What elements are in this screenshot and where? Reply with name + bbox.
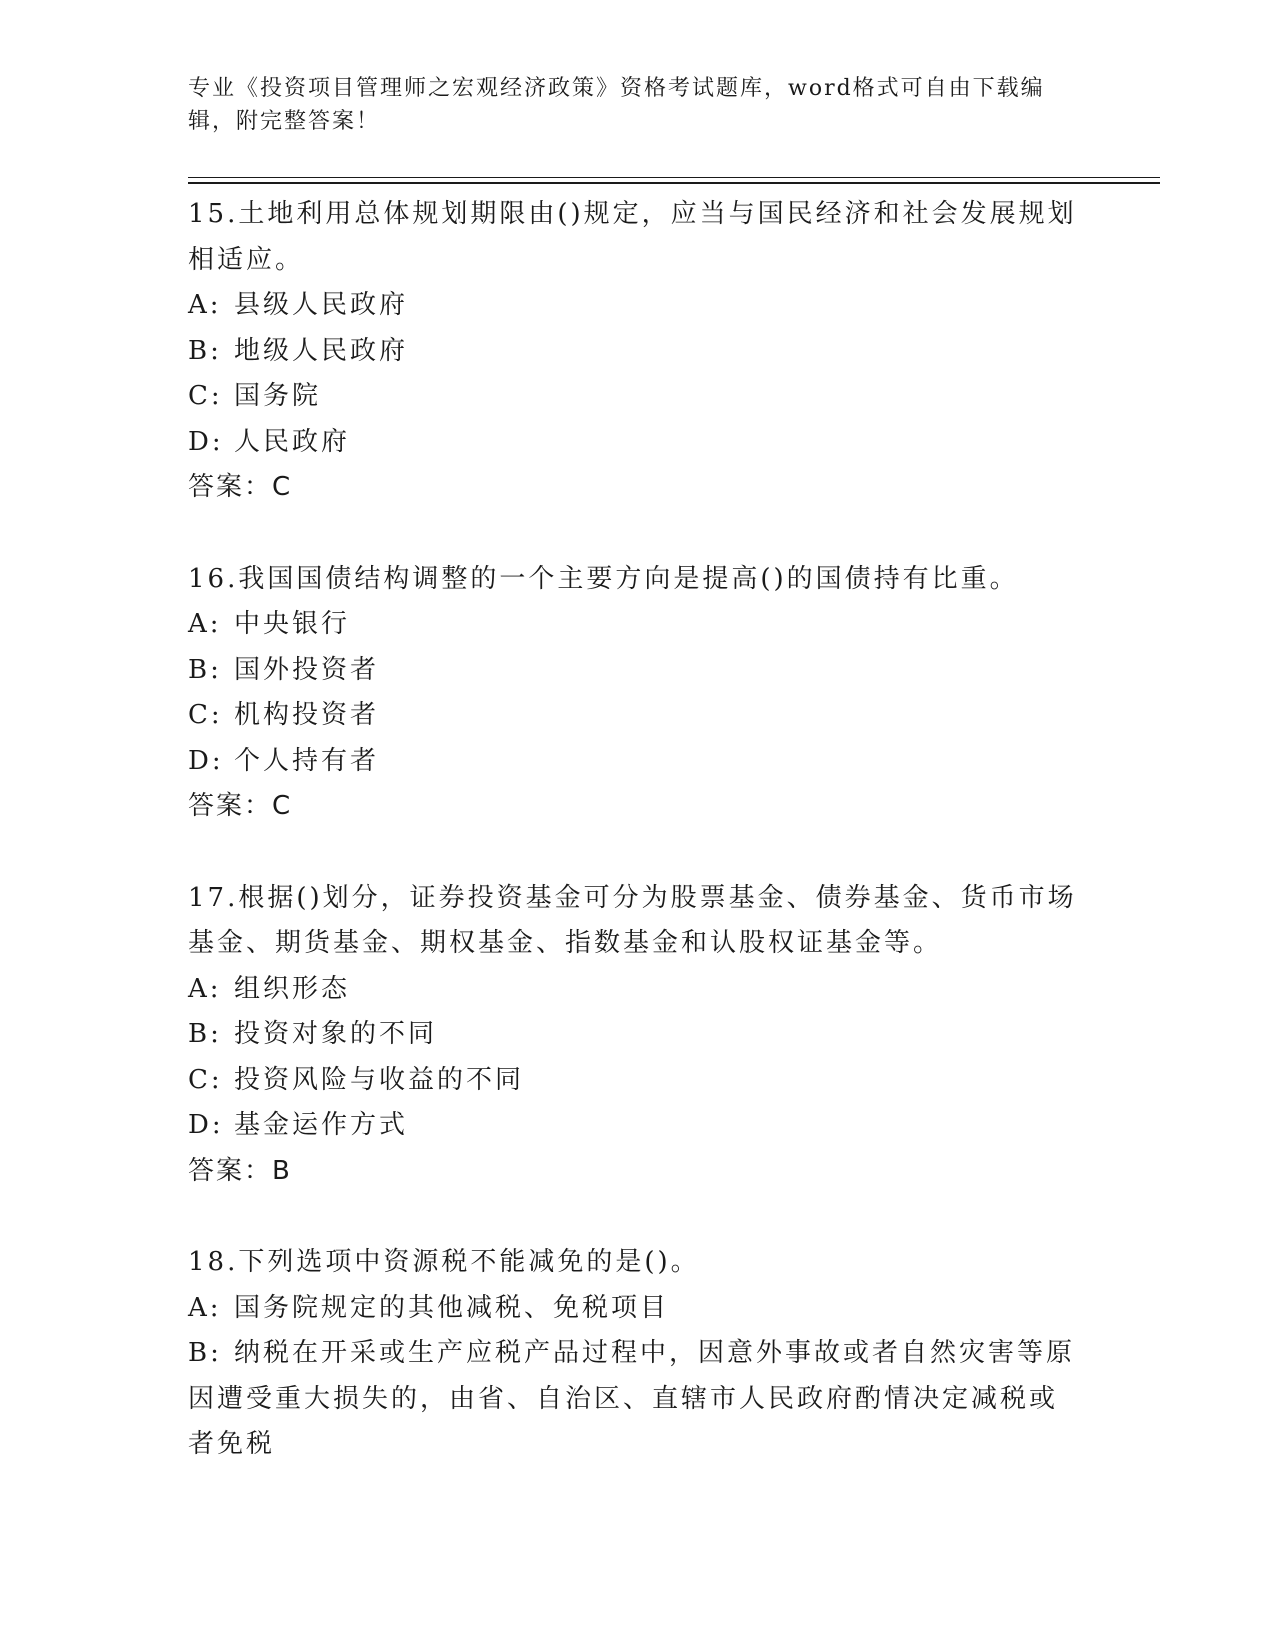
answer-line [188, 1149, 1078, 1195]
question-16 [188, 557, 1078, 830]
question-stem: 15.土地利用总体规划期限由()规定，应当与国民经济和社会发展规划相适应。 [188, 199, 1077, 275]
option-key: B: [188, 1338, 222, 1368]
option-key: B: [188, 335, 222, 366]
question-stem: 16.我国国债结构调整的一个主要方向是提高()的国债持有比重。 [188, 563, 1019, 594]
option-text: 组织形态 [234, 973, 351, 1004]
answer-value: C [272, 472, 293, 502]
option-key: B: [188, 654, 222, 685]
option-text: 地级人民政府 [234, 335, 409, 366]
option-a [188, 1286, 1078, 1332]
option-c [188, 1058, 1078, 1104]
document-page [188, 72, 1160, 1514]
option-b [188, 1012, 1078, 1058]
option-text: 纳税在开采或生产应税产品过程中，因意外事故或者自然灾害等原因遭受重大损失的，由省、自治区、直辖市人民政府酌情决定减税或者免税 [188, 1338, 1076, 1459]
question-18 [188, 1240, 1078, 1468]
option-d [188, 1103, 1078, 1149]
option-text: 机构投资者 [234, 700, 380, 730]
option-c [188, 374, 1078, 420]
option-key: A: [188, 1292, 222, 1323]
option-d [188, 739, 1078, 785]
option-a [188, 967, 1078, 1013]
question-stem: 18.下列选项中资源税不能减免的是()。 [188, 1247, 700, 1277]
answer-label: 答案： [188, 791, 273, 821]
document-header: 专业《投资项目管理师之宏观经济政策》资格考试题库，word格式可自由下载编辑，附完整答案！ [188, 76, 1045, 134]
option-a [188, 602, 1078, 648]
option-key: C: [188, 1064, 223, 1095]
header-divider [188, 177, 1160, 184]
option-text: 基金运作方式 [234, 1110, 409, 1140]
answer-line [188, 465, 1078, 511]
question-17 [188, 876, 1078, 1195]
option-key: D: [188, 745, 224, 776]
option-text: 中央银行 [234, 609, 351, 639]
option-key: D: [188, 1110, 224, 1140]
option-text: 县级人民政府 [234, 290, 409, 320]
option-b [188, 1331, 1078, 1468]
option-a [188, 283, 1078, 329]
question-15 [188, 192, 1078, 511]
option-text: 国外投资者 [234, 654, 380, 685]
answer-label: 答案： [188, 1155, 273, 1186]
option-d [188, 420, 1078, 466]
option-key: A: [188, 609, 222, 639]
answer-value: B [272, 1155, 292, 1186]
divider-thin-line [188, 177, 1160, 178]
option-text: 人民政府 [234, 426, 351, 457]
option-key: C: [188, 700, 223, 730]
option-text: 个人持有者 [234, 745, 380, 776]
option-c [188, 693, 1078, 739]
option-text: 投资风险与收益的不同 [234, 1064, 525, 1095]
option-text: 国务院规定的其他减税、免税项目 [234, 1292, 670, 1323]
option-key: B: [188, 1019, 222, 1049]
question-list [188, 192, 1078, 1468]
option-key: C: [188, 381, 223, 411]
option-text: 投资对象的不同 [234, 1019, 438, 1049]
option-text: 国务院 [234, 381, 322, 411]
option-key: A: [188, 973, 222, 1004]
option-b [188, 329, 1078, 375]
answer-label: 答案： [188, 472, 273, 502]
option-key: D: [188, 426, 224, 457]
option-key: A: [188, 290, 222, 320]
question-stem: 17.根据()划分，证券投资基金可分为股票基金、债券基金、货币市场基金、期货基金、期权基金、指数基金和认股权证基金等。 [188, 882, 1077, 958]
answer-line [188, 784, 1078, 830]
answer-value: C [272, 791, 293, 821]
divider-thick-line [188, 182, 1160, 184]
option-b [188, 648, 1078, 694]
